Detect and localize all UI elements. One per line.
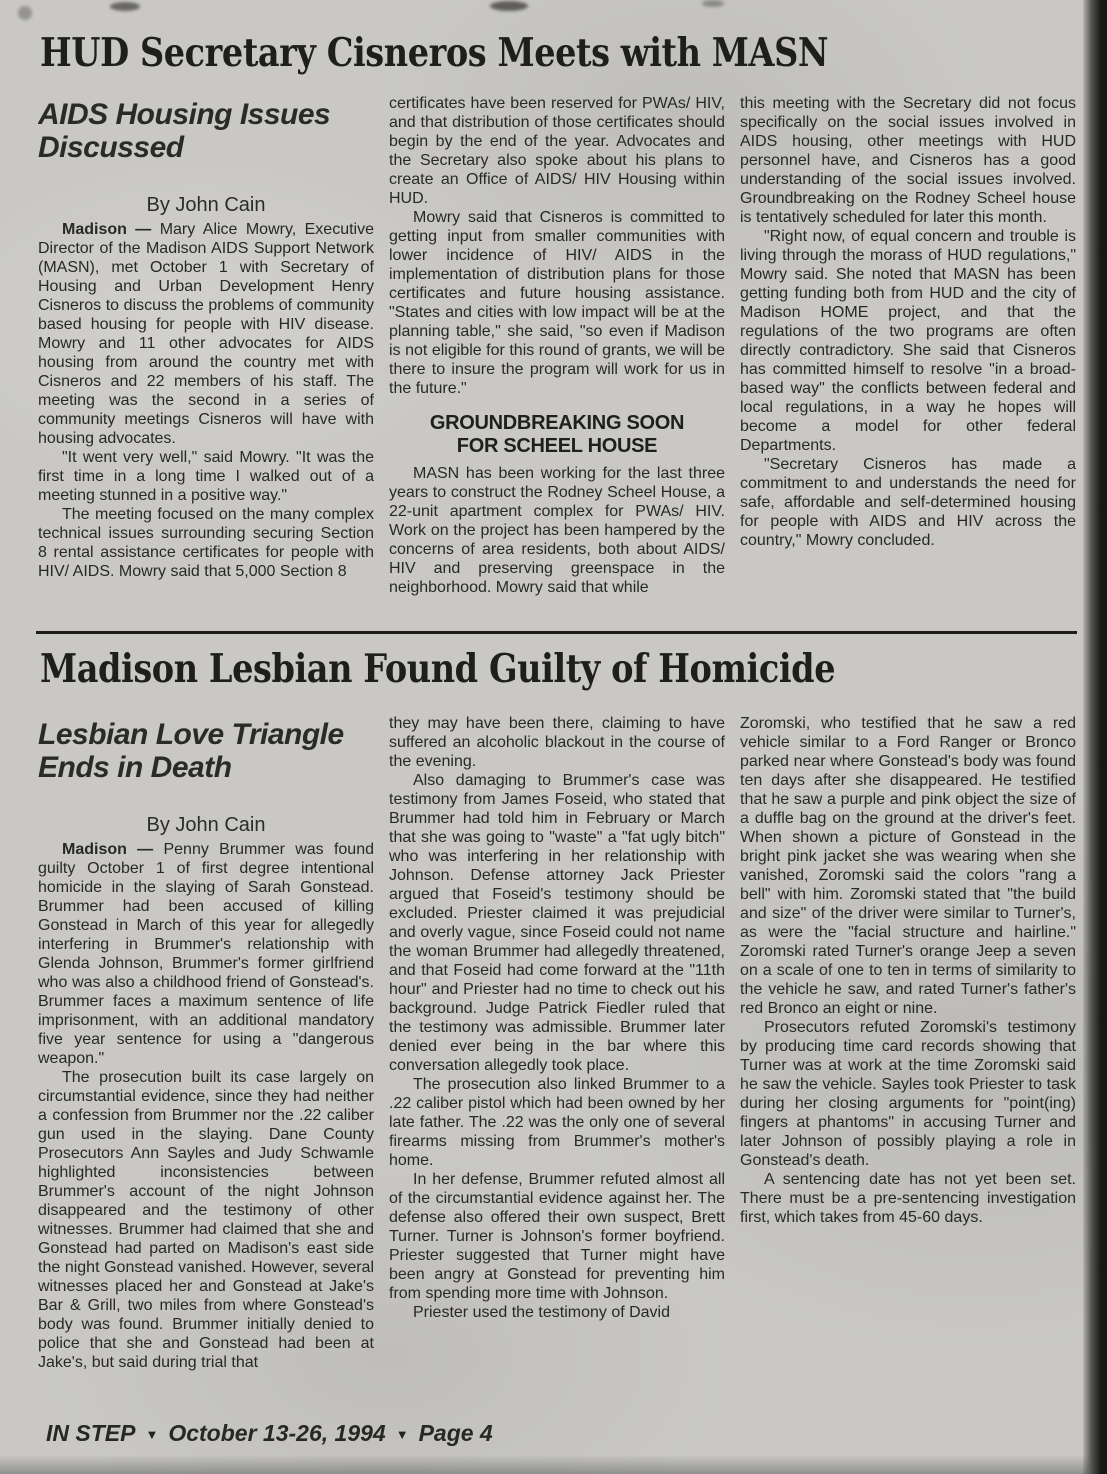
article-divider-rule <box>36 631 1077 634</box>
article2-column-1 <box>38 714 374 1412</box>
article1-byline: By John Cain <box>146 194 266 216</box>
paragraph: Zoromski, who testified that he saw a red vehicle similar to a Ford Ranger or Bronco parked near where Gonstead's body was found ten days after she disappeared. He testified that he saw a purple and pink object the size of a duffle bag on the ground at the driver's feet. When shown a picture of Gonstead in the bright pink jacket she was wearing when she vanished, Zoromski said the colors "rang a bell" with him. Zoromski stated that "the build and size" of the driver were similar to Turner's, as were the "facial structure and hairline." Zoromski rated Turner's orange Jeep a seven on a scale of one to ten in terms of similarity to the vehicle he saw, and rated Turner's father's red Bronco an eight or nine. <box>740 715 1076 1017</box>
article1-column-2 <box>389 94 725 628</box>
paragraph: The meeting focused on the many complex technical issues surrounding securing Section 8 rental assistance certificates for people with HIV/ AIDS. Mowry said that 5,000 Section 8 <box>38 506 374 580</box>
paragraph: A sentencing date has not yet been set. There must be a pre-sentencing investigation first, which takes from 45-60 days. <box>740 1171 1076 1226</box>
paragraph <box>38 220 374 448</box>
issue-date: October 13-26, 1994 <box>168 1420 386 1446</box>
paragraph-text: Mary Alice Mowry, Executive Director of the Madison AIDS Support Network (MASN), met October 1 with Secretary of Housing and Urban Development Henry Cisneros to discuss the problems of community based housing for people with HIV disease. Mowry and 11 other advocates for AIDS housing from around the country met with Cisneros and 22 members of his staff. The meeting was the second in a series of community meetings Cisneros will have with housing advocates. <box>38 221 374 447</box>
paragraph: Prosecutors refuted Zoromski's testimony by producing time card records showing that Turner was at work at the time Zoromski said he saw the vehicle. Sayles took Priester to task during her closing arguments for "point(ing) fingers at phantoms" in accusing Turner and later Johnson of possibly playing a role in Gonstead's death. <box>740 1019 1076 1169</box>
article2-column-3 <box>740 714 1076 1412</box>
paragraph: Priester used the testimony of David <box>413 1304 671 1321</box>
article1-crosshead <box>389 412 725 458</box>
page-number: Page 4 <box>418 1420 493 1446</box>
page-footer <box>46 1420 493 1447</box>
triangle-separator-icon: ▼ <box>145 1427 159 1442</box>
paragraph: this meeting with the Secretary did not focus specifically on the social issues involved in AIDS housing, other meetings with HUD personnel have, and Cisneros has a good understanding of the social issues involved. Groundbreaking on the Rodney Scheel house is tentatively scheduled for later this month. <box>740 95 1076 226</box>
article1-column-3 <box>740 94 1076 628</box>
article2-headline: Madison Lesbian Found Guilty of Homicide <box>40 646 836 692</box>
paragraph: "It went very well," said Mowry. "It was the first time in a long time I walked out of a meeting stunned in a positive way." <box>38 449 374 504</box>
paragraph: certificates have been reserved for PWAs/ HIV, and that distribution of those certificates should begin by the end of the year. Advocates and the Secretary also spoke about his plans to create an Office of AIDS/ HIV Housing within HUD. <box>389 95 725 207</box>
scan-smudge <box>702 0 724 7</box>
paragraph: Also damaging to Brummer's case was testimony from James Foseid, who stated that Brummer had told him in February or March that she was going to "waste" a "fat ugly bitch" who was interfering in her relationship with Johnson. Defense attorney Jack Priester argued that Foseid's testimony should be excluded. Priester claimed it was prejudicial and overly vague, since Foseid could not name the woman Brummer had allegedly threatened, and that Foseid had come forward at the "11th hour" and Priester had no time to check out his background. Judge Patrick Fiedler ruled that the testimony was admissible. Brummer later denied ever being in the bar where this conversation allegedly took place. <box>389 772 725 1074</box>
article1-column-1 <box>38 94 374 628</box>
dateline: Madison — <box>62 221 152 238</box>
paragraph: Mowry said that Cisneros is committed to getting input from smaller communities with lower incidence of HIV/ AIDS in the implementation of distribution plans for those certificates and future housing assistance. "States and cities with low impact will be at the planning table," she said, "so even if Madison is not eligible for this round of grants, we will be there to insure the program will work for us in the future." <box>389 209 725 397</box>
paragraph <box>38 840 374 1068</box>
scan-edge-bottom <box>0 1456 1107 1474</box>
paragraph: The prosecution built its case largely on circumstantial evidence, since they had neither a confession from Brummer nor the .22 caliber gun used in the slaying. Dane County Prosecutors Ann Sayles and Judy Schwamle highlighted inconsistencies between Brummer's account of the night Johnson disappeared and the testimony of other witnesses. Brummer had claimed that she and Gonstead had parted on Madison's east side the night Gonstead vanished. However, several witnesses placed her and Gonstead at Jake's Bar & Grill, two miles from where Gonstead's body was found. Brummer initially denied to police that she and Gonstead had been at Jake's, but said during trial that <box>38 1069 374 1371</box>
paragraph-text: Penny Brummer was found guilty October 1 of first degree intentional homicide in the slaying of Sarah Gonstead. Brummer had been accused of killing Gonstead in March of this year for allegedly interfering in Brummer's relationship with Glenda Johnson, Brummer's former girlfriend who was also a childhood friend of Gonstead's. Brummer faces a maximum sentence of life imprisonment, with an additional mandatory five year sentence for using a "dangerous weapon." <box>38 841 374 1067</box>
triangle-separator-icon: ▼ <box>395 1427 409 1442</box>
paragraph: In her defense, Brummer refuted almost all of the circumstantial evidence against her. The defense also offered their own suspect, Brett Turner. Turner is Johnson's former boyfriend. Priester suggested that Turner might have been angry at Gonstead for preventing him from spending more time with Johnson. <box>389 1171 725 1302</box>
publication-name: IN STEP <box>46 1420 136 1446</box>
paragraph: MASN has been working for the last three years to construct the Rodney Scheel House, a 22-unit apartment complex for PWAs/ HIV. Work on the project has been hampered by the concerns of area residents, both about AIDS/ HIV and preserving greenspace in the neighborhood. Mowry said that while <box>389 465 725 596</box>
paragraph: "Secretary Cisneros has made a commitment to and understands the need for safe, affordable and self-determined housing for people with AIDS and HIV across the country," Mowry concluded. <box>740 456 1076 549</box>
article2 <box>38 714 1078 1412</box>
article1-headline: HUD Secretary Cisneros Meets with MASN <box>40 30 829 76</box>
crosshead-line2: FOR SCHEEL HOUSE <box>456 435 658 457</box>
scan-smudge <box>18 6 32 20</box>
article1 <box>38 94 1078 628</box>
dateline: Madison — <box>62 841 154 858</box>
crosshead-line1: GROUNDBREAKING SOON <box>429 412 685 434</box>
article2-subhead: Lesbian Love Triangle Ends in Death <box>38 718 344 784</box>
scan-smudge <box>110 2 140 11</box>
article2-byline: By John Cain <box>146 814 266 836</box>
scan-smudge <box>490 1 528 11</box>
paragraph: "Right now, of equal concern and trouble is living through the morass of HUD regulations," Mowry said. She noted that MASN has been getting funding both from HUD and the city of Madison HOME project, and that the regulations of the two programs are often directly contradictory. She said that Cisneros has committed himself to resolve "in a broad- based way" the conflicts between federal and local regulations, in a way he hopes will become a model for other federal Departments. <box>740 228 1076 454</box>
scan-edge-right <box>1083 0 1107 1474</box>
paragraph: The prosecution also linked Brummer to a .22 caliber pistol which had been owned by her late father. The .22 was the only one of several firearms missing from Brummer's mother's home. <box>389 1076 725 1169</box>
paragraph: they may have been there, claiming to have suffered an alcoholic blackout in the course of the evening. <box>389 715 725 770</box>
article1-subhead: AIDS Housing Issues Discussed <box>38 98 331 164</box>
article2-column-2 <box>389 714 725 1412</box>
